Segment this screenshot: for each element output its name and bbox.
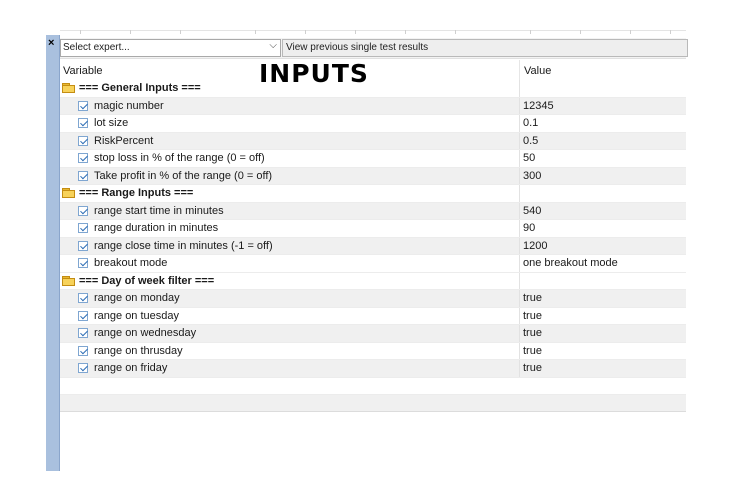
checkbox[interactable] [78, 346, 88, 356]
expert-select-value: Select expert... [63, 42, 130, 53]
checkbox[interactable] [78, 293, 88, 303]
variable-name: range on thrusday [94, 344, 183, 357]
top-separator [60, 30, 686, 31]
column-header-variable[interactable]: Variable [63, 65, 103, 77]
table-row-empty [60, 378, 686, 396]
checkbox[interactable] [78, 136, 88, 146]
variable-name: breakout mode [94, 257, 168, 269]
inputs-table [60, 60, 686, 412]
table-row[interactable] [60, 98, 686, 116]
table-row[interactable] [60, 203, 686, 221]
group-label: === Day of week filter === [79, 274, 215, 287]
variable-name: magic number [94, 99, 164, 112]
checkbox[interactable] [78, 258, 88, 268]
variable-value[interactable]: true [523, 362, 542, 374]
group-range-inputs[interactable] [60, 185, 686, 203]
top-tick [455, 30, 456, 34]
variable-name: range on tuesday [94, 309, 180, 322]
variable-name: range on friday [94, 362, 168, 374]
variable-value[interactable]: one breakout mode [523, 257, 618, 269]
table-row[interactable] [60, 325, 686, 343]
inputs-watermark: INPUTS [259, 59, 369, 88]
view-previous-results-label: View previous single test results [286, 42, 429, 53]
variable-value[interactable]: 0.1 [523, 117, 539, 129]
variable-name: range close time in minutes (-1 = off) [94, 239, 273, 252]
folder-icon [62, 188, 75, 198]
top-tick [305, 30, 306, 34]
table-row[interactable] [60, 308, 686, 326]
variable-value[interactable]: 1200 [523, 239, 548, 252]
group-general-inputs[interactable] [60, 80, 686, 98]
checkbox[interactable] [78, 311, 88, 321]
folder-icon [62, 276, 75, 286]
folder-icon [62, 83, 75, 93]
checkbox[interactable] [78, 101, 88, 111]
variable-value[interactable]: 12345 [523, 99, 554, 112]
column-divider[interactable] [519, 60, 520, 80]
checkbox[interactable] [78, 241, 88, 251]
variable-value[interactable]: true [523, 292, 542, 304]
table-row[interactable] [60, 255, 686, 273]
column-header-value[interactable]: Value [524, 65, 552, 77]
checkbox[interactable] [78, 171, 88, 181]
group-day-of-week-filter[interactable] [60, 273, 686, 291]
table-row-empty [60, 395, 686, 412]
variable-value[interactable]: 0.5 [523, 134, 539, 147]
table-row[interactable] [60, 115, 686, 133]
top-tick [130, 30, 131, 34]
checkbox[interactable] [78, 328, 88, 338]
table-row[interactable] [60, 238, 686, 256]
top-tick [255, 30, 256, 34]
expert-select[interactable] [60, 39, 281, 57]
top-tick [180, 30, 181, 34]
table-row[interactable] [60, 220, 686, 238]
variable-value[interactable]: true [523, 327, 542, 339]
variable-name: range on monday [94, 292, 180, 304]
panel-side-strip [46, 35, 60, 471]
variable-name: range on wednesday [94, 327, 197, 339]
group-label: === Range Inputs === [79, 187, 194, 199]
top-tick [405, 30, 406, 34]
top-tick [355, 30, 356, 34]
variable-name: range duration in minutes [94, 222, 219, 234]
table-row[interactable] [60, 150, 686, 168]
variable-name: RiskPercent [94, 134, 154, 147]
group-label: === General Inputs === [79, 82, 201, 94]
variable-name: stop loss in % of the range (0 = off) [94, 152, 265, 164]
checkbox[interactable] [78, 223, 88, 233]
table-row[interactable] [60, 168, 686, 186]
variable-value[interactable]: 540 [523, 204, 542, 217]
table-row[interactable] [60, 360, 686, 378]
top-tick [630, 30, 631, 34]
close-icon[interactable]: × [48, 37, 55, 49]
top-tick [80, 30, 81, 34]
variable-value[interactable]: 50 [523, 152, 536, 164]
checkbox[interactable] [78, 118, 88, 128]
variable-name: Take profit in % of the range (0 = off) [94, 169, 273, 182]
view-previous-results-button[interactable] [282, 39, 688, 57]
table-header [60, 60, 686, 80]
checkbox[interactable] [78, 206, 88, 216]
top-tick [530, 30, 531, 34]
variable-name: range start time in minutes [94, 204, 224, 217]
chevron-down-icon[interactable]: ⌵ [269, 40, 277, 51]
variable-value[interactable]: 300 [523, 169, 542, 182]
table-row[interactable] [60, 343, 686, 361]
variable-value[interactable]: true [523, 344, 542, 357]
table-row[interactable] [60, 290, 686, 308]
top-tick [580, 30, 581, 34]
table-row[interactable] [60, 133, 686, 151]
checkbox[interactable] [78, 363, 88, 373]
top-tick [670, 30, 671, 34]
variable-name: lot size [94, 117, 129, 129]
variable-value[interactable]: true [523, 309, 542, 322]
checkbox[interactable] [78, 153, 88, 163]
tester-toolbar [60, 38, 686, 59]
variable-value[interactable]: 90 [523, 222, 536, 234]
